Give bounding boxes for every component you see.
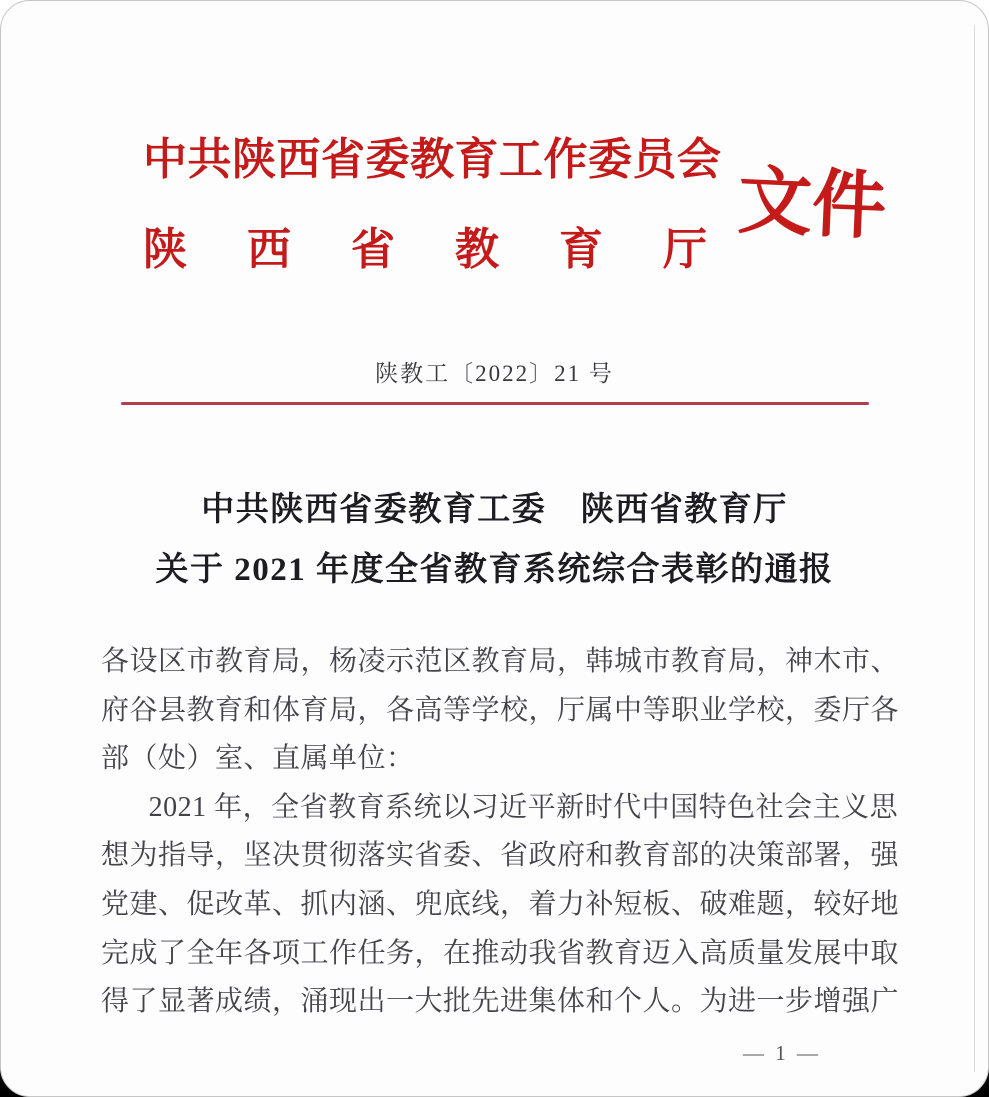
body-line-5: 想为指导，坚决贯彻落实省委、省政府和教育部的决策部署，强 bbox=[101, 840, 900, 872]
body-text bbox=[101, 638, 900, 1027]
org-name-line2: 陕 西 省 教 育 厅 bbox=[143, 225, 715, 274]
body-line-2: 府谷县教育和体育局，各高等学校，厅属中等职业学校，委厅各 bbox=[101, 694, 900, 726]
body-line-7: 完成了全年各项工作任务，在推动我省教育迈入高质量发展中取 bbox=[101, 937, 900, 969]
body-line-3: 部（处）室、直属单位： bbox=[101, 743, 415, 775]
document-title-line2: 关于 2021 年度全省教育系统综合表彰的通报 bbox=[155, 552, 834, 588]
org-name-line1: 中共陕西省委教育工作委员会 bbox=[143, 135, 722, 184]
document-title bbox=[101, 480, 888, 600]
body-line-1: 各设区市教育局，杨凌示范区教育局，韩城市教育局，神木市、 bbox=[101, 646, 900, 677]
page-number: — 1 — bbox=[743, 1041, 821, 1065]
body-line-4: 2021 年，全省教育系统以习近平新时代中国特色社会主义思 bbox=[148, 791, 899, 823]
letterhead bbox=[101, 129, 888, 281]
red-divider-rule bbox=[121, 402, 869, 405]
body-line-6: 党建、促改革、抓内涵、兜底线，着力补短板、破难题，较好地 bbox=[101, 888, 900, 920]
body-line-8: 得了显著成绩，涌现出一大批先进集体和个人。为进一步增强广 bbox=[101, 986, 900, 1018]
issuing-org-names bbox=[143, 129, 722, 281]
doc-number: 陕教工〔2022〕21 号 bbox=[375, 361, 614, 386]
document-title-line1: 中共陕西省委教育工委 陕西省教育厅 bbox=[201, 492, 788, 528]
doc-type-label: 文件 bbox=[736, 160, 888, 250]
